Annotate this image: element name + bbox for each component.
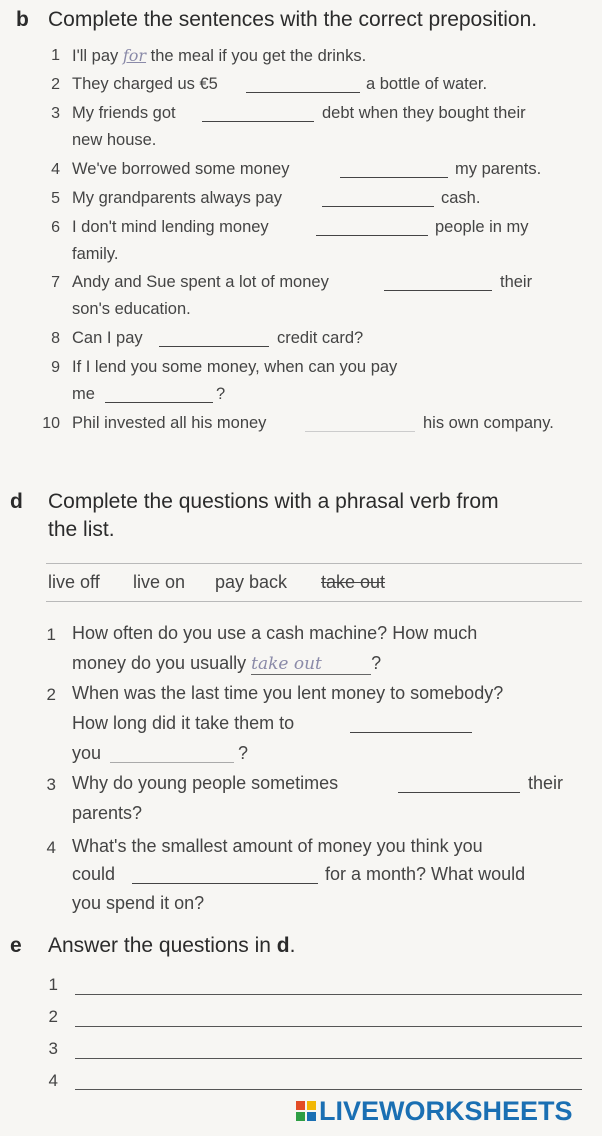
b-item-1-text: I'll pay for the meal if you get the drinks. (72, 46, 367, 65)
section-e-title: Answer the questions in d. (48, 934, 296, 957)
b-item-8-text-end: credit card? (277, 329, 364, 347)
b-item-7-text-cont: son's education. (72, 300, 191, 318)
b-item-5-blank[interactable] (322, 192, 434, 207)
section-b-title: Complete the sentences with the correct preposition. (48, 8, 538, 31)
liveworksheets-logo (296, 1096, 573, 1127)
d-item-3-blank[interactable] (398, 778, 520, 793)
d-item-1-text-cont: money do you usually take out ? (72, 653, 382, 674)
b-item-number: 7 (51, 274, 60, 291)
b-item-1-answer: for (122, 46, 147, 65)
word-list-item-used: take out (321, 572, 386, 592)
b-item-number: 10 (42, 415, 60, 432)
section-b-letter: b (16, 8, 29, 31)
b-item-5-text-end: cash. (441, 189, 481, 207)
e-item-number: 4 (48, 1071, 58, 1090)
word-list-item: live on (133, 572, 186, 592)
d-item-number: 1 (46, 625, 56, 644)
b-item-3-blank[interactable] (202, 107, 314, 122)
b-item-9-text-cont: me (72, 385, 95, 403)
b-item-6-text: I don't mind lending money (72, 218, 269, 236)
d-item-2-text-end: ? (238, 743, 249, 763)
b-item-9-text: If I lend you some money, when can you pay (72, 358, 398, 376)
b-item-4-blank[interactable] (340, 163, 448, 178)
d-item-4-blank[interactable] (132, 869, 318, 884)
b-item-2-blank[interactable] (246, 78, 360, 93)
e-item-number: 1 (48, 975, 58, 994)
liveworksheets-icon (296, 1101, 316, 1121)
b-item-number: 9 (51, 359, 60, 376)
d-item-2-text-cont2: you (72, 743, 102, 763)
b-item-6-text-end: people in my (435, 218, 529, 236)
b-item-number: 5 (51, 190, 60, 207)
b-item-7-text-end: their (500, 273, 533, 291)
b-item-number: 2 (51, 76, 60, 93)
d-item-1-text: How often do you use a cash machine? How much (72, 623, 478, 643)
word-list-item: live off (48, 572, 100, 592)
b-item-4-text: We've borrowed some money (72, 160, 290, 178)
b-item-2-text-end: a bottle of water. (366, 75, 488, 93)
e-item-number: 2 (48, 1007, 58, 1026)
b-item-4-text-end: my parents. (455, 160, 542, 178)
d-item-3-text-cont: parents? (72, 803, 143, 823)
b-item-10-text: Phil invested all his money (72, 414, 267, 432)
d-item-1-answer: take out (251, 654, 371, 675)
b-item-9-text-end: ? (216, 385, 226, 403)
d-item-number: 3 (46, 775, 56, 794)
b-item-3-text: My friends got (72, 104, 176, 122)
d-item-4-text: What's the smallest amount of money you think you (72, 836, 483, 856)
b-item-10-blank[interactable] (305, 417, 415, 432)
liveworksheets-logo-text: LIVEWORKSHEETS (319, 1096, 573, 1126)
e-answer-line-4[interactable] (75, 1089, 582, 1090)
b-item-6-text-cont: family. (72, 245, 119, 263)
b-item-number: 1 (51, 47, 60, 64)
d-item-3-text-end: their (528, 773, 564, 793)
d-item-number: 4 (46, 838, 56, 857)
word-list-top-rule (46, 563, 582, 564)
b-item-3-text-end: debt when they bought their (322, 104, 526, 122)
e-item-number: 3 (48, 1039, 58, 1058)
b-item-6-blank[interactable] (316, 221, 428, 236)
b-item-number: 4 (51, 161, 60, 178)
section-d-title-cont: the list. (48, 518, 115, 541)
e-answer-line-1[interactable] (75, 994, 582, 995)
d-item-2-text-cont: How long did it take them to (72, 713, 295, 733)
b-item-8-blank[interactable] (159, 332, 269, 347)
d-item-3-text: Why do young people sometimes (72, 773, 339, 793)
b-item-2-text: They charged us €5 (72, 75, 218, 93)
e-answer-line-2[interactable] (75, 1026, 582, 1027)
section-d-letter: d (10, 490, 23, 513)
b-item-8-text: Can I pay (72, 329, 143, 347)
b-item-10-text-end: his own company. (423, 414, 554, 432)
b-item-5-text: My grandparents always pay (72, 189, 283, 207)
word-list-item: pay back (215, 572, 288, 592)
d-item-2-blank[interactable] (350, 718, 472, 733)
b-item-3-text-cont: new house. (72, 131, 157, 149)
b-item-7-text: Andy and Sue spent a lot of money (72, 273, 329, 291)
d-item-2-blank-2[interactable] (110, 748, 234, 763)
d-item-4-text-cont2: you spend it on? (72, 893, 205, 913)
b-item-7-blank[interactable] (384, 276, 492, 291)
section-e-letter: e (10, 934, 22, 957)
b-item-number: 3 (51, 105, 60, 122)
d-item-number: 2 (46, 685, 56, 704)
b-item-number: 8 (51, 330, 60, 347)
b-item-number: 6 (51, 219, 60, 236)
d-item-4-text-mid: for a month? What would (325, 864, 526, 884)
section-d-title: Complete the questions with a phrasal verb from (48, 490, 499, 513)
word-list-bottom-rule (46, 601, 582, 602)
b-item-9-blank[interactable] (105, 388, 213, 403)
d-item-2-text: When was the last time you lent money to somebody? (72, 683, 504, 703)
e-answer-line-3[interactable] (75, 1058, 582, 1059)
d-item-4-text-cont: could (72, 864, 116, 884)
